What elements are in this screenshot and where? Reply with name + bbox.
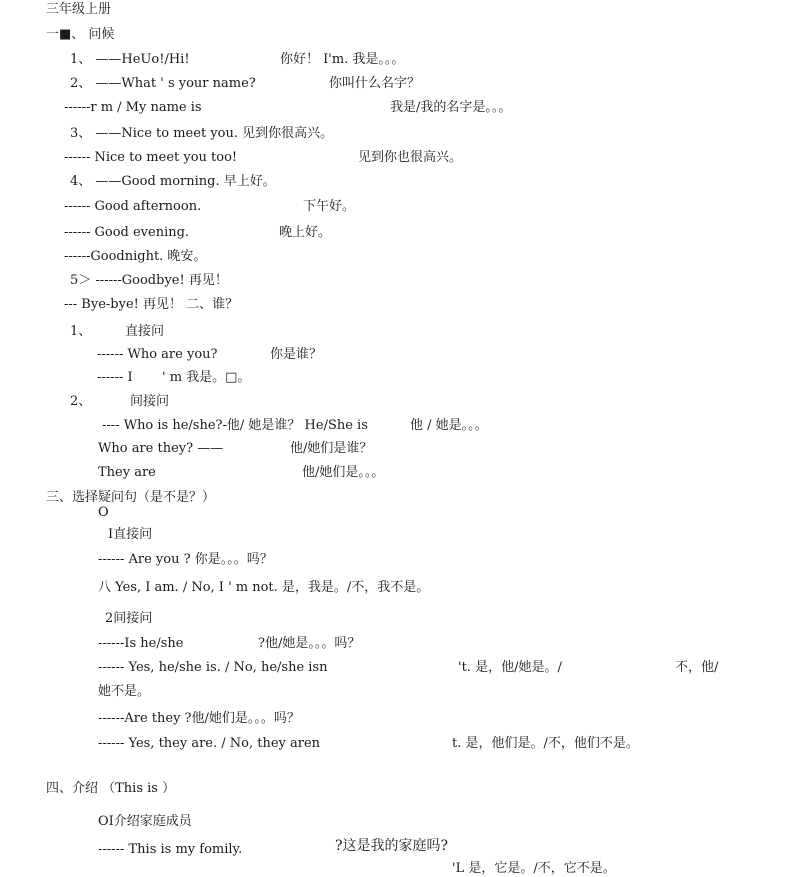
text-line: 'L 是，它是。/不，它不是。 [452,861,616,876]
subsection-label: 2、 [70,394,92,409]
section-heading-introductions: 四、介绍 （This is ） [46,781,176,796]
text-line: 4、 ——Good morning. 早上好。 [70,174,276,189]
text-line: ------ Yes, he/she is. / No, he/she isn [98,660,328,675]
text-line: ------ I [97,370,133,385]
text-line: 他/她们是谁？ [290,441,373,456]
text-line: ------Is he/she [98,636,184,651]
text-line: 你好！ I'm. 我是。。。 [280,52,405,67]
text-line: 3、 ——Nice to meet you. 见到你很高兴。 [70,126,334,141]
text-line: 你是谁？ [270,347,323,362]
subsection-title-direct: 直接问 [125,324,165,339]
section-heading-greetings: 一■、 问候 [46,27,115,42]
text-line: 下午好。 [303,199,356,214]
text-line: ------ Yes, they are. / No, they aren [98,736,321,751]
text-line: 't. 是，他/她是。/ [458,660,562,675]
text-line: 见到你也很高兴。 [358,150,463,165]
text-line: 晚上好。 [279,225,332,240]
text-line: 八 Yes, I am. / No, I ' m not. 是，我是。/不，我不是。 [98,580,430,595]
text-line: They are [98,465,156,480]
text-line: ------Goodnight. 晚安。 [64,249,207,264]
text-line: 他/她们是。。。 [302,465,385,480]
subsection-title-indirect: 间接问 [130,394,170,409]
text-line: t. 是，他们是。/不，他们不是。 [452,736,639,751]
document-title: 三年级上册 [46,2,112,17]
text-line: ------ Good evening. [64,225,190,240]
text-line: 你叫什么名字？ [329,76,421,91]
subsection-title-direct: I直接问 [108,527,153,542]
text-line: 1、 ——HeUo!/Hi! [70,52,190,67]
subsection-title-family: OI介绍家庭成员 [98,814,192,829]
text-line: ?这是我的家庭吗? [335,838,449,854]
text-line: 2、 ——What ' s your name? [70,76,256,91]
text-line: ------r m / My name is [64,100,202,115]
text-line: ?他/她是。。。吗？ [258,636,361,651]
text-line: 我是/我的名字是。。。 [390,100,512,115]
section-heading-choice-questions: 三、选择疑问句（是不是？） [46,490,216,505]
text-line: ------ Good afternoon. [64,199,202,214]
text-line: ------ This is my fomily. [98,842,243,857]
subsection-label: 1、 [70,324,92,339]
text-line: ------ Nice to meet you too! [64,150,238,165]
text-line: 他 / 她是。。。 [410,418,488,433]
text-line: Who are they? —— [98,441,224,456]
text-line: ' m 我是。□。 [162,370,251,385]
text-line: --- Bye-bye! 再见！ 二、谁？ [64,297,239,312]
subsection-title-indirect: 2间接问 [105,611,153,626]
text-line: 不，他/ [675,660,719,675]
text-line: ---- Who is he/she?-他/ 她是谁？ He/She is [102,418,368,433]
text-line: ------ Who are you? [97,347,218,362]
text-line: 她不是。 [98,684,151,699]
text-line: 5＞ ------Goodbye! 再见！ [70,273,228,288]
text-line: ------ Are you ? 你是。。。吗？ [98,552,273,567]
text-line: ------Are they ?他/她们是。。。吗？ [98,711,300,726]
list-marker: O [98,505,109,520]
